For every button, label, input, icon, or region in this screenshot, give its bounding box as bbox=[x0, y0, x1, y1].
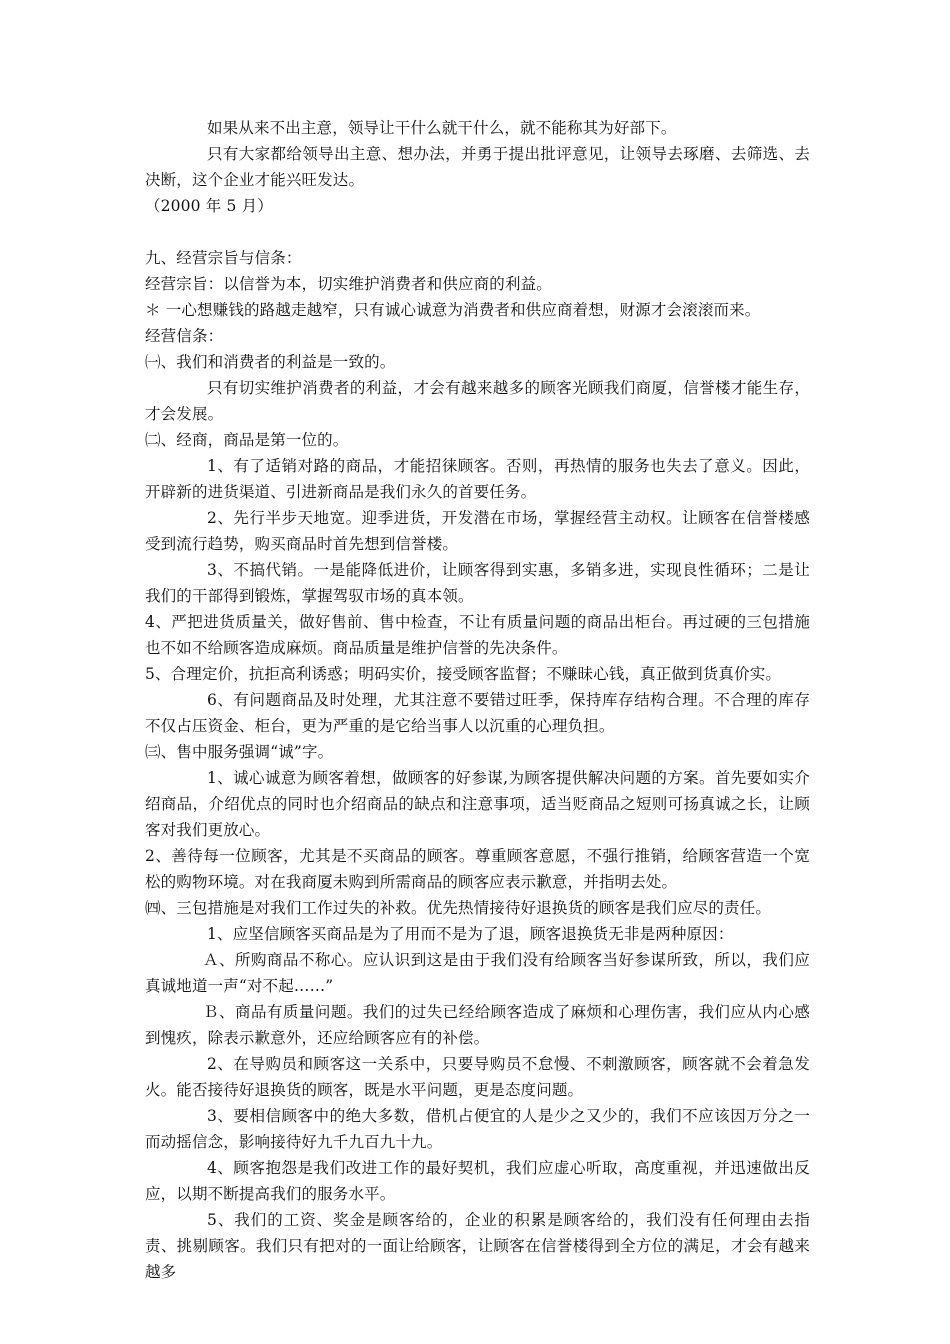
section-title: 九、经营宗旨与信条： bbox=[145, 249, 302, 267]
creed-3-item-2: 2、善待每一位顾客，尤其是不买商品的顾客。尊重顾客意愿，不强行推销，给顾客营造一个宽松的购物环境。对在我商厦未购到所需商品的顾客应表示歉意，并指明去处。 bbox=[145, 847, 810, 891]
document-body bbox=[145, 115, 810, 1285]
creed-3-item-1: 1、诚心诚意为顾客着想，做顾客的好参谋,为顾客提供解决问题的方案。首先要如实介绍商品，介绍优点的同时也介绍商品的缺点和注意事项，适当贬商品之短则可扬真诚之长，让顾客对我们更放心。 bbox=[145, 769, 810, 839]
creed-4-item-1b: Ｂ、商品有质量问题。我们的过失已经给顾客造成了麻烦和心理伤害，我们应从内心感到愧疚，除表示歉意外，还应给顾客应有的补偿。 bbox=[145, 1003, 810, 1047]
creed-4-item-1a: Ａ、所购商品不称心。应认识到这是由于我们没有给顾客当好参谋所致，所以，我们应真诚地道一声“对不起……” bbox=[145, 951, 810, 995]
creed-2-item-1: 1、有了适销对路的商品，才能招徕顾客。否则，再热情的服务也失去了意义。因此，开辟新的进货渠道、引进新商品是我们永久的首要任务。 bbox=[145, 457, 810, 501]
creed-4-item-3: 3、要相信顾客中的绝大多数，借机占便宜的人是少之又少的，我们不应该因万分之一而动摇信念，影响接待好九千九百九十九。 bbox=[145, 1107, 810, 1151]
creed-title: 经营信条： bbox=[145, 327, 224, 345]
creed-2-item-5: 5、合理定价，抗拒高利诱惑；明码实价，接受顾客监督；不赚昧心钱，真正做到货真价实。 bbox=[145, 665, 782, 683]
creed-4-item-4: 4、顾客抱怨是我们改进工作的最好契机，我们应虚心听取，高度重视，并迅速做出反应，以期不断提高我们的服务水平。 bbox=[145, 1159, 810, 1203]
paragraph-advice: 如果从来不出主意，领导让干什么就干什么，就不能称其为好部下。 bbox=[207, 119, 677, 137]
creed-4-item-1: 1、应坚信顾客买商品是为了用而不是为了退，顾客退换货无非是两种原因： bbox=[207, 925, 734, 943]
spacer bbox=[145, 219, 810, 245]
purpose-note: ＊ 一心想赚钱的路越走越窄，只有诚心诚意为消费者和供应商着想，财源才会滚滚而来。 bbox=[145, 301, 761, 319]
creed-1-body: 只有切实维护消费者的利益，才会有越来越多的顾客光顾我们商厦，信誉楼才能生存，才会发展。 bbox=[145, 379, 810, 423]
creed-4-item-2: 2、在导购员和顾客这一关系中，只要导购员不怠慢、不刺激顾客，顾客就不会着急发火。能否接待好退换货的顾客，既是水平问题，更是态度问题。 bbox=[145, 1055, 810, 1099]
date-note: （2000 年 5 月） bbox=[145, 197, 273, 215]
creed-4-title: ㈣、三包措施是对我们工作过失的补救。优先热情接待好退换货的顾客是我们应尽的责任。 bbox=[145, 899, 772, 917]
creed-2-item-6: 6、有问题商品及时处理，尤其注意不要错过旺季，保持库存结构合理。不合理的库存不仅占压资金、柜台，更为严重的是它给当事人以沉重的心理负担。 bbox=[145, 691, 810, 735]
business-purpose: 经营宗旨：以信誉为本，切实维护消费者和供应商的利益。 bbox=[145, 275, 552, 293]
creed-2-title: ㈡、经商，商品是第一位的。 bbox=[145, 431, 349, 449]
creed-2-item-2: 2、先行半步天地宽。迎季进货，开发潜在市场，掌握经营主动权。让顾客在信誉楼感受到流行趋势，购买商品时首先想到信誉楼。 bbox=[145, 509, 810, 553]
creed-1-title: ㈠、我们和消费者的利益是一致的。 bbox=[145, 353, 396, 371]
paragraph-prosperity: 只有大家都给领导出主意、想办法，并勇于提出批评意见，让领导去琢磨、去筛选、去决断，这个企业才能兴旺发达。 bbox=[145, 145, 810, 189]
creed-3-title: ㈢、售中服务强调“诚”字。 bbox=[145, 743, 334, 761]
creed-4-item-5: 5、我们的工资、奖金是顾客给的，企业的积累是顾客给的，我们没有任何理由去指责、挑剔顾客。我们只有把对的一面让给顾客，让顾客在信誉楼得到全方位的满足，才会有越来越多 bbox=[145, 1211, 810, 1281]
creed-2-item-4: 4、严把进货质量关，做好售前、售中检查，不让有质量问题的商品出柜台。再过硬的三包措施也不如不给顾客造成麻烦。商品质量是维护信誉的先决条件。 bbox=[145, 613, 810, 657]
creed-2-item-3: 3、不搞代销。一是能降低进价，让顾客得到实惠，多销多进，实现良性循环；二是让我们的干部得到锻炼，掌握驾驭市场的真本领。 bbox=[145, 561, 810, 605]
